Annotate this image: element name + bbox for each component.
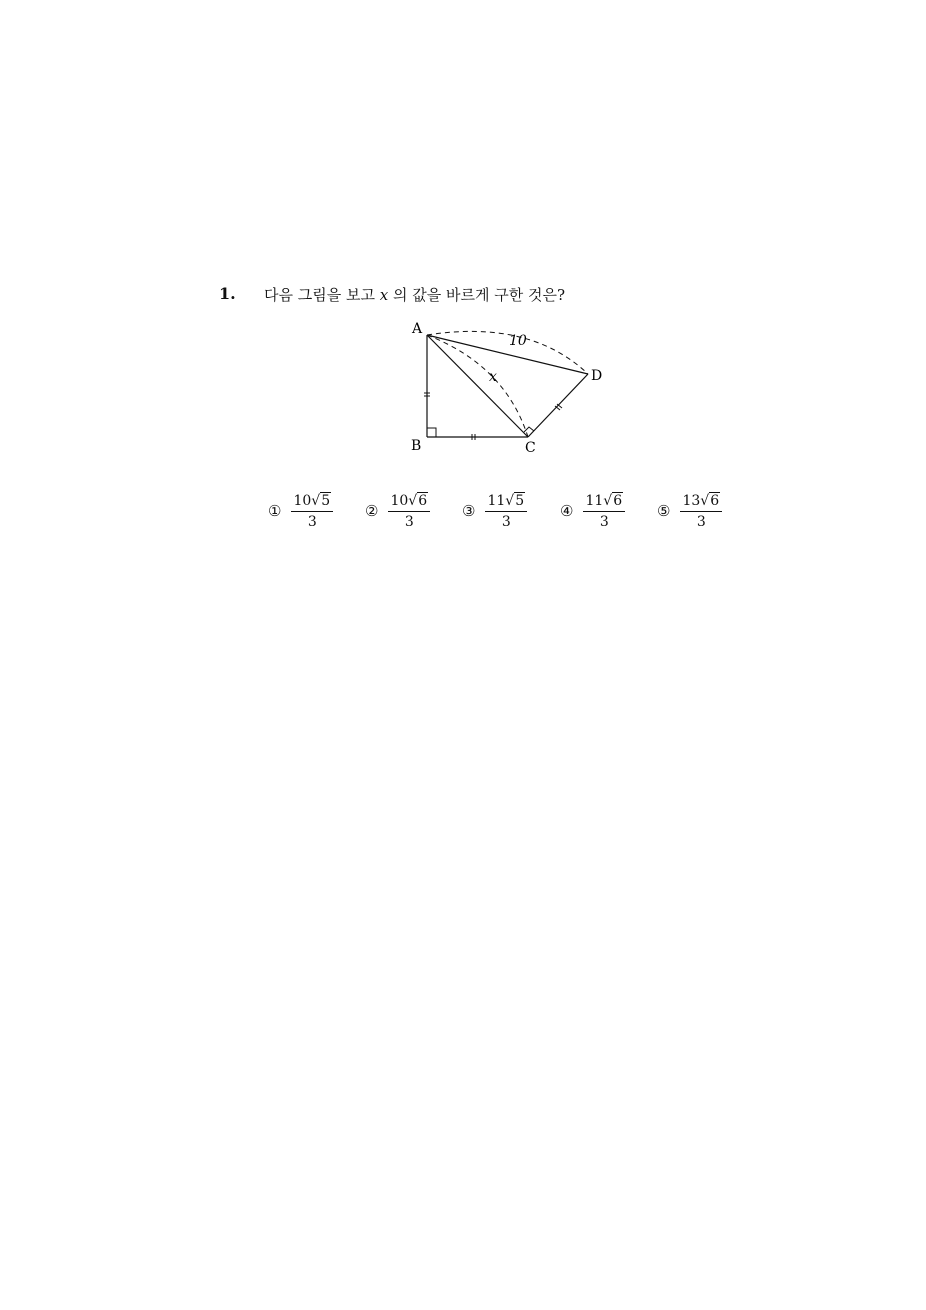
choice-fraction-1: [291, 494, 333, 529]
coefficient: 13: [682, 493, 701, 509]
choice-marker-1: ①: [268, 502, 282, 520]
sqrt-symbol: √: [700, 493, 710, 509]
choice-3[interactable]: [462, 494, 527, 529]
right-angle-mark-C: [524, 427, 534, 432]
choice-marker-3: ③: [462, 502, 476, 520]
segment-CD: [528, 374, 588, 437]
choice-1[interactable]: [268, 494, 333, 529]
choice-5[interactable]: [657, 494, 722, 529]
sqrt-symbol: √: [408, 493, 418, 509]
question-part-2: 의 값을 바르게 구한 것은?: [388, 286, 566, 304]
segment-AD: [427, 335, 588, 374]
coefficient: 10: [390, 493, 409, 509]
choice-marker-4: ④: [560, 502, 574, 520]
fraction-numerator: [291, 494, 333, 512]
problem-number: 1.: [219, 284, 236, 303]
sqrt-symbol: √: [505, 493, 515, 509]
question-variable: x: [379, 286, 389, 304]
coefficient: 11: [487, 493, 506, 509]
label-A: A: [412, 321, 423, 337]
fraction-denominator: 3: [307, 514, 317, 530]
coefficient: 11: [585, 493, 604, 509]
radicand: 6: [418, 493, 428, 509]
choice-2[interactable]: [365, 494, 430, 529]
radicand: 6: [613, 493, 623, 509]
coefficient: 10: [293, 493, 312, 509]
fraction-denominator: 3: [599, 514, 609, 530]
fraction-numerator: [485, 494, 527, 512]
label-C: C: [525, 440, 536, 456]
radicand: 6: [710, 493, 720, 509]
fraction-numerator: [680, 494, 722, 512]
label-length-x: x: [489, 369, 497, 385]
geometry-figure: [400, 315, 620, 465]
fraction-numerator: [583, 494, 625, 512]
sqrt-symbol: √: [311, 493, 321, 509]
choice-4[interactable]: [560, 494, 625, 529]
label-length-10: 10: [509, 333, 527, 349]
segment-AC: [427, 335, 528, 437]
fraction-denominator: 3: [501, 514, 511, 530]
question-part-1: 다음 그림을 보고: [264, 286, 380, 304]
right-angle-mark-B: [427, 428, 436, 437]
radicand: 5: [515, 493, 525, 509]
choice-fraction-2: [388, 494, 430, 529]
answer-choices: [268, 494, 738, 538]
choice-fraction-3: [485, 494, 527, 529]
choice-marker-2: ②: [365, 502, 379, 520]
fraction-denominator: 3: [404, 514, 414, 530]
choice-fraction-5: [680, 494, 722, 529]
label-B: B: [411, 438, 422, 454]
choice-fraction-4: [583, 494, 625, 529]
label-D: D: [591, 368, 603, 384]
fraction-numerator: [388, 494, 430, 512]
fraction-denominator: 3: [696, 514, 706, 530]
question-text: [264, 284, 565, 305]
radicand: 5: [321, 493, 331, 509]
sqrt-symbol: √: [603, 493, 613, 509]
choice-marker-5: ⑤: [657, 502, 671, 520]
